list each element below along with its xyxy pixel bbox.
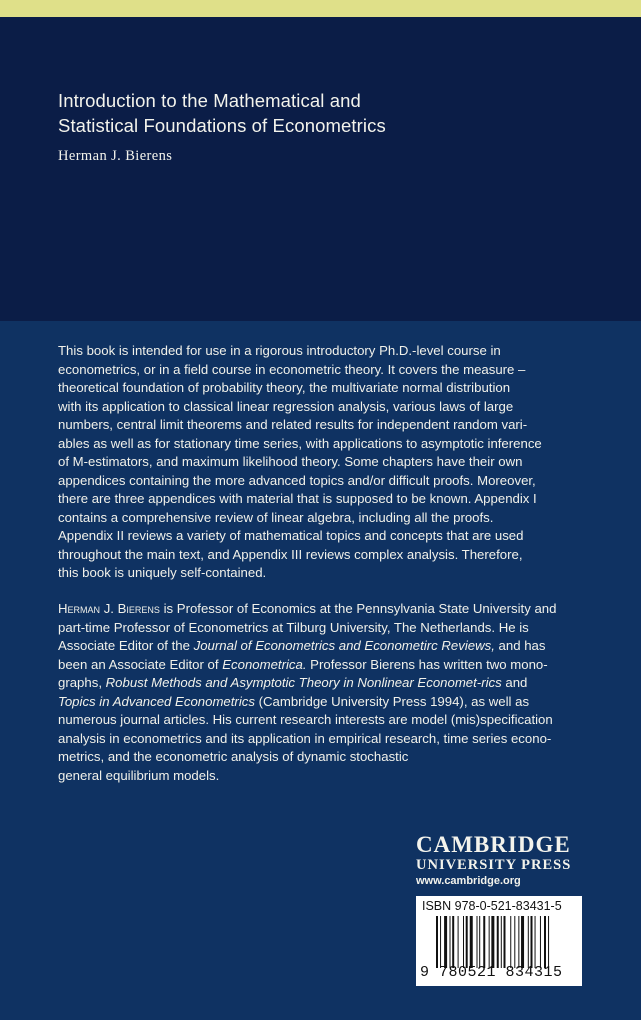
bio-line: analysis in econometrics and its application in empirical research, time series econo- <box>58 730 552 746</box>
bio-line: general equilibrium models. <box>58 767 220 783</box>
barcode-bar <box>444 916 447 968</box>
barcode-bar <box>477 916 478 968</box>
barcode-bar <box>504 916 506 968</box>
barcode-bar <box>458 916 459 968</box>
bio-line <box>58 637 618 656</box>
isbn-barcode-box <box>416 896 582 986</box>
barcode-bar <box>489 916 490 968</box>
publisher-name: CAMBRIDGE <box>416 832 571 857</box>
description-line: contains a comprehensive review of linear algebra, including all the proofs. <box>58 509 494 525</box>
bio-text: and has <box>494 638 546 653</box>
book-description <box>58 342 618 583</box>
publisher-url: www.cambridge.org <box>416 875 521 887</box>
bio-line <box>58 600 618 619</box>
publisher-subname: UNIVERSITY PRESS <box>416 857 572 873</box>
bio-line <box>58 693 618 712</box>
barcode-icon <box>436 916 576 968</box>
book-title-line-2: Statistical Foundations of Econometrics <box>58 115 386 136</box>
barcode-number: 9 780521 834315 <box>420 964 563 981</box>
barcode-bar <box>535 916 536 968</box>
isbn-label: ISBN 978-0-521-83431-5 <box>422 899 562 913</box>
bio-text: and <box>501 675 528 690</box>
book-title-line-1: Introduction to the Mathematical and <box>58 90 361 111</box>
bio-text: is Professor of Economics at the Pennsylvania State University and <box>159 601 557 616</box>
journal-title: Journal of Econometrics and Econometirc Reviews, <box>193 638 495 653</box>
journal-title: Econometrica. <box>222 656 307 672</box>
barcode-bar <box>528 916 529 968</box>
top-color-strip <box>0 0 641 17</box>
barcode-bar <box>548 916 549 968</box>
barcode-bar <box>518 916 519 968</box>
bio-text: been an Associate Editor of <box>58 656 223 672</box>
barcode-bar <box>436 916 438 968</box>
bio-text: Associate Editor of the <box>58 638 194 653</box>
bio-line <box>58 674 618 693</box>
description-line: of M-estimators, and maximum likelihood theory. Some chapters have their own <box>58 454 523 469</box>
barcode-bar <box>521 916 524 968</box>
description-line: This book is intended for use in a rigorous introductory Ph.D.-level course in <box>58 343 501 358</box>
barcode-bar <box>510 916 511 968</box>
author-name: Herman J. Bierens <box>58 148 173 164</box>
description-line: there are three appendices with material that is supposed to be known. Appendix I <box>58 491 537 506</box>
barcode-bar <box>470 916 473 968</box>
bio-text: graphs, <box>58 675 106 690</box>
bio-line <box>58 656 618 675</box>
description-line: Appendix II reviews a variety of mathematical topics and concepts that are used <box>58 528 524 543</box>
book-title-ref: Topics in Advanced Econometrics <box>58 693 255 709</box>
bio-text: (Cambridge University Press 1994), as well as <box>254 693 530 709</box>
barcode-bar <box>483 916 485 968</box>
bio-line: numerous journal articles. His current research interests are model (mis)specification <box>58 712 553 727</box>
barcode-bar <box>452 916 454 968</box>
description-line: ables as well as for stationary time series, with applications to asymptotic inference <box>58 435 542 451</box>
barcode-bar <box>450 916 451 968</box>
barcode-bar <box>479 916 480 968</box>
author-bio <box>58 600 618 785</box>
barcode-bar <box>514 916 515 968</box>
barcode-bar <box>491 916 494 968</box>
header-panel <box>0 17 641 321</box>
barcode-bar <box>544 916 546 968</box>
barcode-bar <box>463 916 464 968</box>
barcode-bar <box>540 916 541 968</box>
description-line: this book is uniquely self-contained. <box>58 565 267 580</box>
bio-line: metrics, and the econometric analysis of dynamic stochastic <box>58 749 409 764</box>
book-title <box>58 88 598 138</box>
barcode-bar <box>466 916 468 968</box>
description-line: theoretical foundation of probability theory, the multivariate normal distribution <box>58 380 511 395</box>
barcode-bar <box>497 916 499 968</box>
barcode-bar <box>440 916 441 968</box>
description-line: appendices containing the more advanced topics and/or difficult proofs. Moreover, <box>58 472 536 488</box>
bio-author-name: Herman J. Bierens <box>58 601 160 616</box>
publisher-logo <box>416 833 606 889</box>
description-line: numbers, central limit theorems and related results for independent random vari- <box>58 417 528 432</box>
bio-text: Professor Bierens has written two mono- <box>306 656 548 672</box>
barcode-bar <box>531 916 533 968</box>
description-line: econometrics, or in a field course in econometric theory. It covers the measure – <box>58 361 526 377</box>
bio-line: part-time Professor of Econometrics at Tilburg University, The Netherlands. He is <box>58 619 529 635</box>
book-title-ref: Robust Methods and Asymptotic Theory in Nonlinear Economet-rics <box>105 675 502 690</box>
description-line: with its application to classical linear regression analysis, various laws of large <box>58 398 514 414</box>
description-line: throughout the main text, and Appendix III reviews complex analysis. Therefore, <box>58 546 523 562</box>
barcode-bar <box>501 916 502 968</box>
